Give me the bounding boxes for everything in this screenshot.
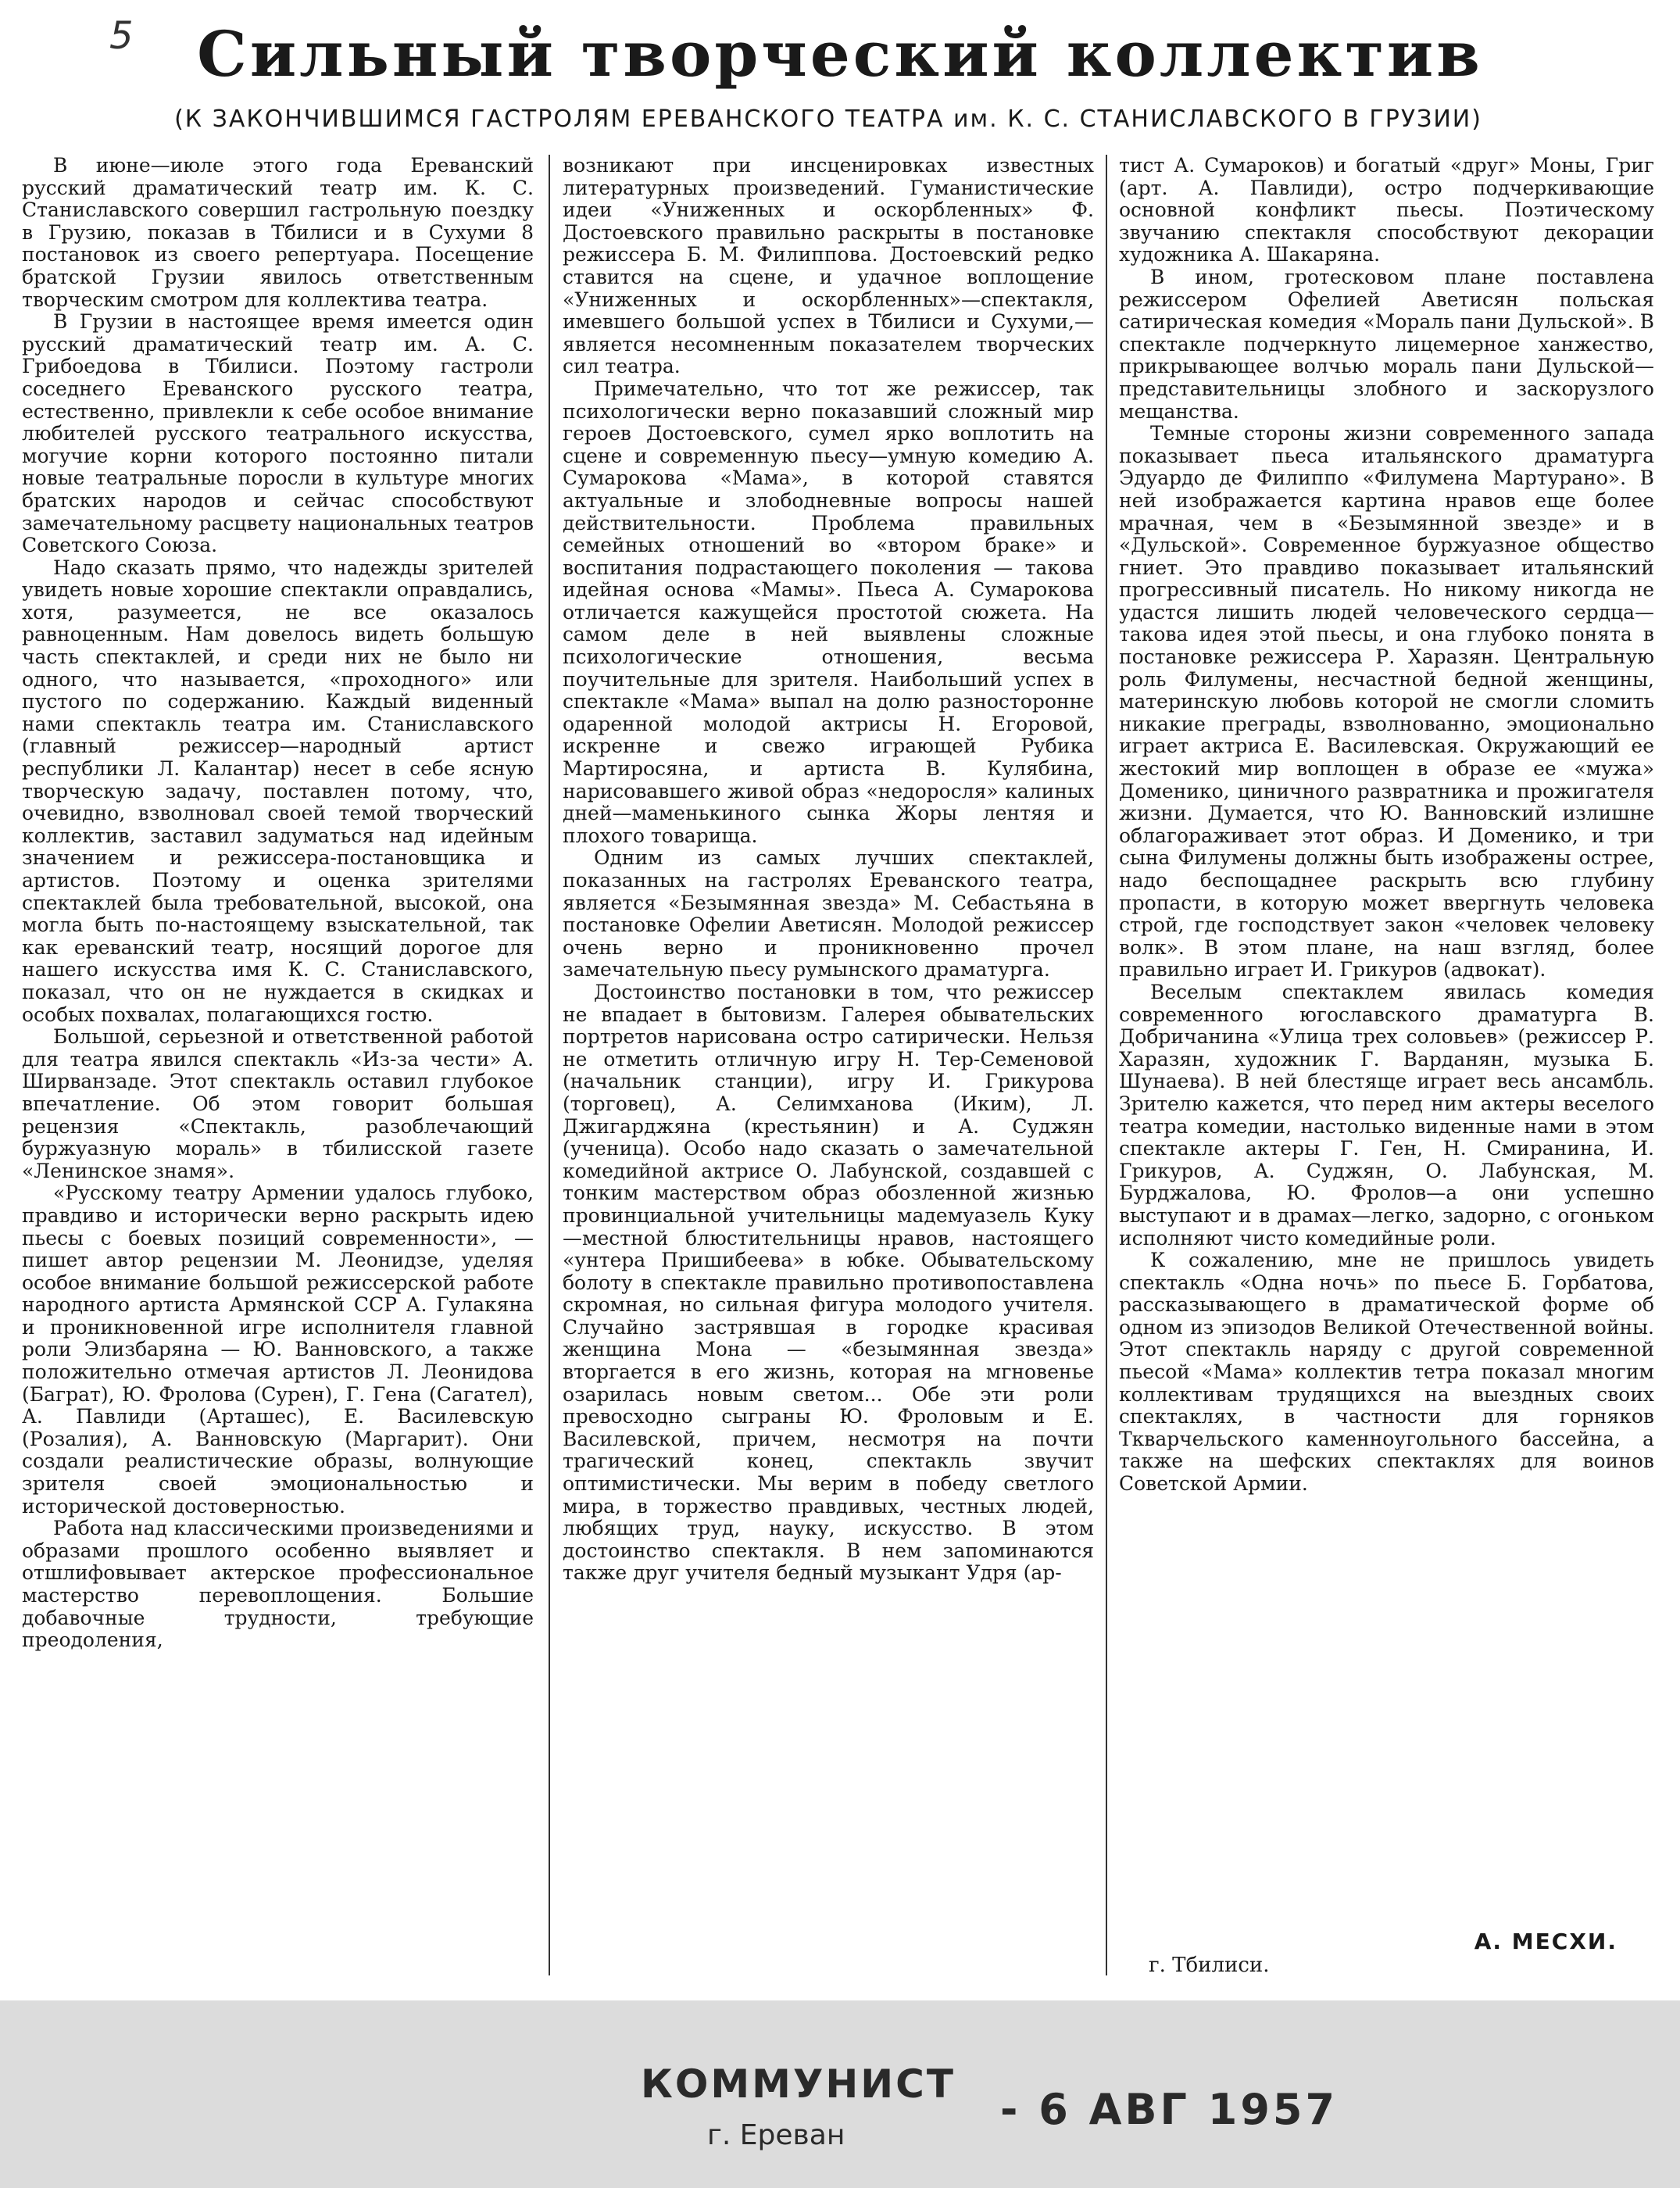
paragraph: В Грузии в настоящее время имеется один русский драматический театр им. А. С. Грибоедова в Тбилиси. Поэтому гастроли соседнего Ереванского русского театра, естественно, привлекли к себе особое внимание любителей русского театрального искусства, могучие корни которого постоянно питали новые театральные поросли в культуре многих братских народов и сейчас способствуют замечательному расцвету национальных театров Советского Союза. <box>22 310 534 557</box>
stamp-date: - 6 АВГ 1957 <box>1000 2085 1339 2134</box>
column-divider <box>549 155 550 1975</box>
column-divider <box>1106 155 1107 1975</box>
paragraph: тист А. Сумароков) и богатый «друг» Моны, Григ (арт. А. Павлиди), остро подчеркивающие основной конфликт пьесы. Поэтическому звучанию спектакля способствуют декорации художника А. Шакаряна. <box>1119 155 1654 266</box>
paragraph: Примечательно, что тот же режиссер, так психологически верно показавший сложный мир героев Достоевского, сумел ярко воплотить на сцене и современную пьесу—умную комедию А. Сумарокова «Мама», в которой ставятся актуальные и злободневные вопросы нашей действительности. Проблема правильных семейных отношений во «втором браке» и воспитания подрастающего поколения — такова идейная основа «Мамы». Пьеса А. Сумарокова отличается кажущейся простотой сюжета. На самом деле в ней выявлены сложные психологические отношения, весьма поучительные для зрителя. Наибольший успех в спектакле «Мама» выпал на долю разносторонне одаренной молодой актрисы Н. Егоровой, искренне и свежо играющей Рубика Мартиросяна, и артиста В. Кулябина, нарисовавшего живой образ «недоросля» калиных дней—маменькиного сынка Жоры лентяя и плохого товарища. <box>563 377 1094 847</box>
paragraph: Одним из самых лучших спектаклей, показанных на гастролях Ереванского театра, является «Безымянная звезда» М. Себастьяна в постановке Офелии Аветисян. Молодой режиссер очень верно и проникновенно прочел замечательную пьесу румынского драматурга. <box>563 846 1094 981</box>
paragraph: Веселым спектаклем явилась комедия современного югославского драматурга В. Добричанина «Улица трех соловьев» (режиссер Р. Харазян, художник Г. Варданян, музыка Б. Шунаева). В ней блестяще играет весь ансамбль. Зрителю кажется, что перед ним актеры веселого театра комедии, настолько виденные нами в этом спектакле актеры Г. Ген, Н. Смиранина, И. Грикуров, А. Суджян, О. Лабунская, М. Бурджалова, Ю. Фролов—а они успешно выступают и в драмах—легко, задорно, с огоньком исполняют чисто комедийные роли. <box>1119 980 1654 1250</box>
article-column-2 <box>563 155 1094 1975</box>
paragraph: Темные стороны жизни современного запада показывает пьеса итальянского драматурга Эдуардо де Филиппо «Филумена Мартурано». В ней изображается картина нравов еще более мрачная, чем в «Безымянной звезде» и в «Дульской». Современное буржуазное общество гниет. Это правдиво показывает итальянский прогрессивный писатель. Но никому никогда не удастся лишить людей человеческого сердца—такова идея этой пьесы, и она глубоко понята в постановке режиссера Р. Харазян. Центральную роль Филумены, несчастной бедной женщины, материнскую любовь которой не смогли сломить никакие преграды, взволнованно, эмоционально играет актриса Е. Василевская. Окружающий ее жестокий мир воплощен в образе ее «мужа» Доменико, циничного развратника и прожигателя жизни. Думается, что Ю. Ванновский излишне облагораживает этот образ. И Доменико, и три сына Филумены должны быть изображены острее, надо беспощаднее раскрыть всю глубину пропасти, в которую может ввергнуть человека строй, где господствует закон «человек человеку волк». В этом плане, на наш взгляд, более правильно играет И. Грикуров (адвокат). <box>1119 422 1654 981</box>
paragraph: «Русскому театру Армении удалось глубоко, правдиво и исторически верно раскрыть идею пьесы с боевых позиций современности», — пишет автор рецензии М. Леонидзе, уделяя особое внимание большой режиссерской работе народного артиста Армянской ССР А. Гулакяна и проникновенной игре исполнителя главной роли Элизбаряна — Ю. Ванновского, а также положительно отмечая артистов Л. Леонидова (Баграт), Ю. Фролова (Сурен), Г. Гена (Сагател), А. Павлиди (Арташес), Е. Василевскую (Розалия), А. Ванновскую (Маргарит). Они создали реалистические образы, волнующие зрителя своей эмоциональностью и исторической достоверностью. <box>22 1182 534 1518</box>
paragraph: К сожалению, мне не пришлось увидеть спектакль «Одна ночь» по пьесе Б. Горбатова, рассказывающего в драматической форме об одном из эпизодов Великой Отечественной войны. Этот спектакль наряду с другой современной пьесой «Мама» коллектив тетра показал многим коллективам трудящихся на выездных своих спектаклях, в частности для горняков Ткварчельского каменноугольного бассейна, а также на шефских спектаклях для воинов Советской Армии. <box>1119 1249 1654 1496</box>
dateline-city: г. Тбилиси. <box>1149 1954 1270 1977</box>
stamp-newspaper-name: КОММУНИСТ <box>641 2061 956 2107</box>
paragraph: В июне—июле этого года Ереванский русский драматический театр им. К. С. Станиславского совершил гастрольную поездку в Грузию, показав в Тбилиси и в Сухуми 8 постановок из своего репертуара. Посещение братской Грузии явилось ответственным творческим смотром для коллектива театра. <box>22 155 534 311</box>
subheadline: (К ЗАКОНЧИВШИМСЯ ГАСТРОЛЯМ ЕРЕВАНСКОГО ТЕАТРА им. К. С. СТАНИСЛАВСКОГО В ГРУЗИИ) <box>174 105 1482 133</box>
author-signature: А. МЕСХИ. <box>1474 1929 1617 1954</box>
paragraph: Большой, серьезной и ответственной работой для театра явился спектакль «Из-за чести» А. Ширванзаде. Этот спектакль оставил глубокое впечатление. Об этом говорит большая рецензия «Спектакль, разоблечающий буржуазную мораль» в тбилисской газете «Ленинское знамя». <box>22 1025 534 1182</box>
paragraph: возникают при инсценировках известных литературных произведений. Гуманистические идеи «Униженных и оскорбленных» Ф. Достоевского правильно раскрыты в постановке режиссера Б. М. Филиппова. Достоевский редко ставится на сцене, и удачное воплощение «Униженных и оскорбленных»—спектакля, имевшего большой успех в Тбилиси и Сухуми,—является несомненным показателем творческих сил театра. <box>563 155 1094 378</box>
paragraph: Достоинство постановки в том, что режиссер не впадает в бытовизм. Галерея обывательских портретов нарисована остро сатирически. Нельзя не отметить отличную игру Н. Тер-Семеновой (начальник станции), игру И. Грикурова (торговец), А. Селимханова (Иким), Л. Джигарджяна (крестьянин) и А. Суджян (ученица). Особо надо сказать о замечательной комедийной актрисе О. Лабунской, создавшей с тонким мастерством образ обозленной жизнью провинциальной учительницы мадемуазель Куку—местной блюстительницы нравов, настоящего «унтера Пришибеева» в юбке. Обывательскому болоту в спектакле правильно противопоставлена скромная, но сильная фигура молодого учителя. Случайно застрявшая в городке красивая женщина Мона — «безымянная звезда» вторгается в его жизнь, которая на мгновенье озарилась новым светом... Обе эти роли превосходно сыграны Ю. Фроловым и Е. Василевской, причем, несмотря на почти трагический конец, спектакль звучит оптимистически. Мы верим в победу светлого мира, в торжество правдивых, честных людей, любящих труд, науку, искусство. В этом достоинство спектакля. В нем запоминаются также друг учителя бедный музыкант Удря (ар- <box>563 980 1094 1585</box>
paragraph: В ином, гротесковом плане поставлена режиссером Офелией Аветисян польская сатирическая комедия «Мораль пани Дульской». В спектакле подчеркнуто лицемерное ханжество, прикрывающее волчью мораль пани Дульской—представительницы злобного и заскорузлого мещанства. <box>1119 265 1654 423</box>
article-column-1 <box>22 155 534 1975</box>
article-column-3 <box>1119 155 1654 1975</box>
stamp-city: г. Ереван <box>707 2119 845 2151</box>
paragraph: Надо сказать прямо, что надежды зрителей увидеть новые хорошие спектакли оправдались, хотя, разумеется, не все оказалось равноценным. Нам довелось видеть большую часть спектаклей, и среди них не было ни одного, что называется, «проходного» или пустого по содержанию. Каждый виденный нами спектакль театра им. Станиславского (главный режиссер—народный артист республики Л. Калантар) несет в себе ясную творческую задачу, поставлен потому, что, очевидно, взволновал своей темой творческий коллектив, заставил задуматься над идейным значением и режиссера-постановщика и артистов. Поэтому и оценка зрителями спектаклей была требовательной, высокой, она могла быть по-настоящему взыскательной, так как ереванский театр, носящий дорогое для нашего искусства имя К. С. Станиславского, показал, что он не нуждается в скидках и особых похвалах, полагающихся гостю. <box>22 556 534 1026</box>
headline: Сильный творческий коллектив <box>197 17 1483 91</box>
page-number-mark: 5 <box>109 14 134 58</box>
paragraph: Работа над классическими произведениями и образами прошлого особенно выявляет и отшлифовывает актерское профессиональное мастерство перевоплощения. Большие добавочные трудности, требующие преодоления, <box>22 1517 534 1652</box>
